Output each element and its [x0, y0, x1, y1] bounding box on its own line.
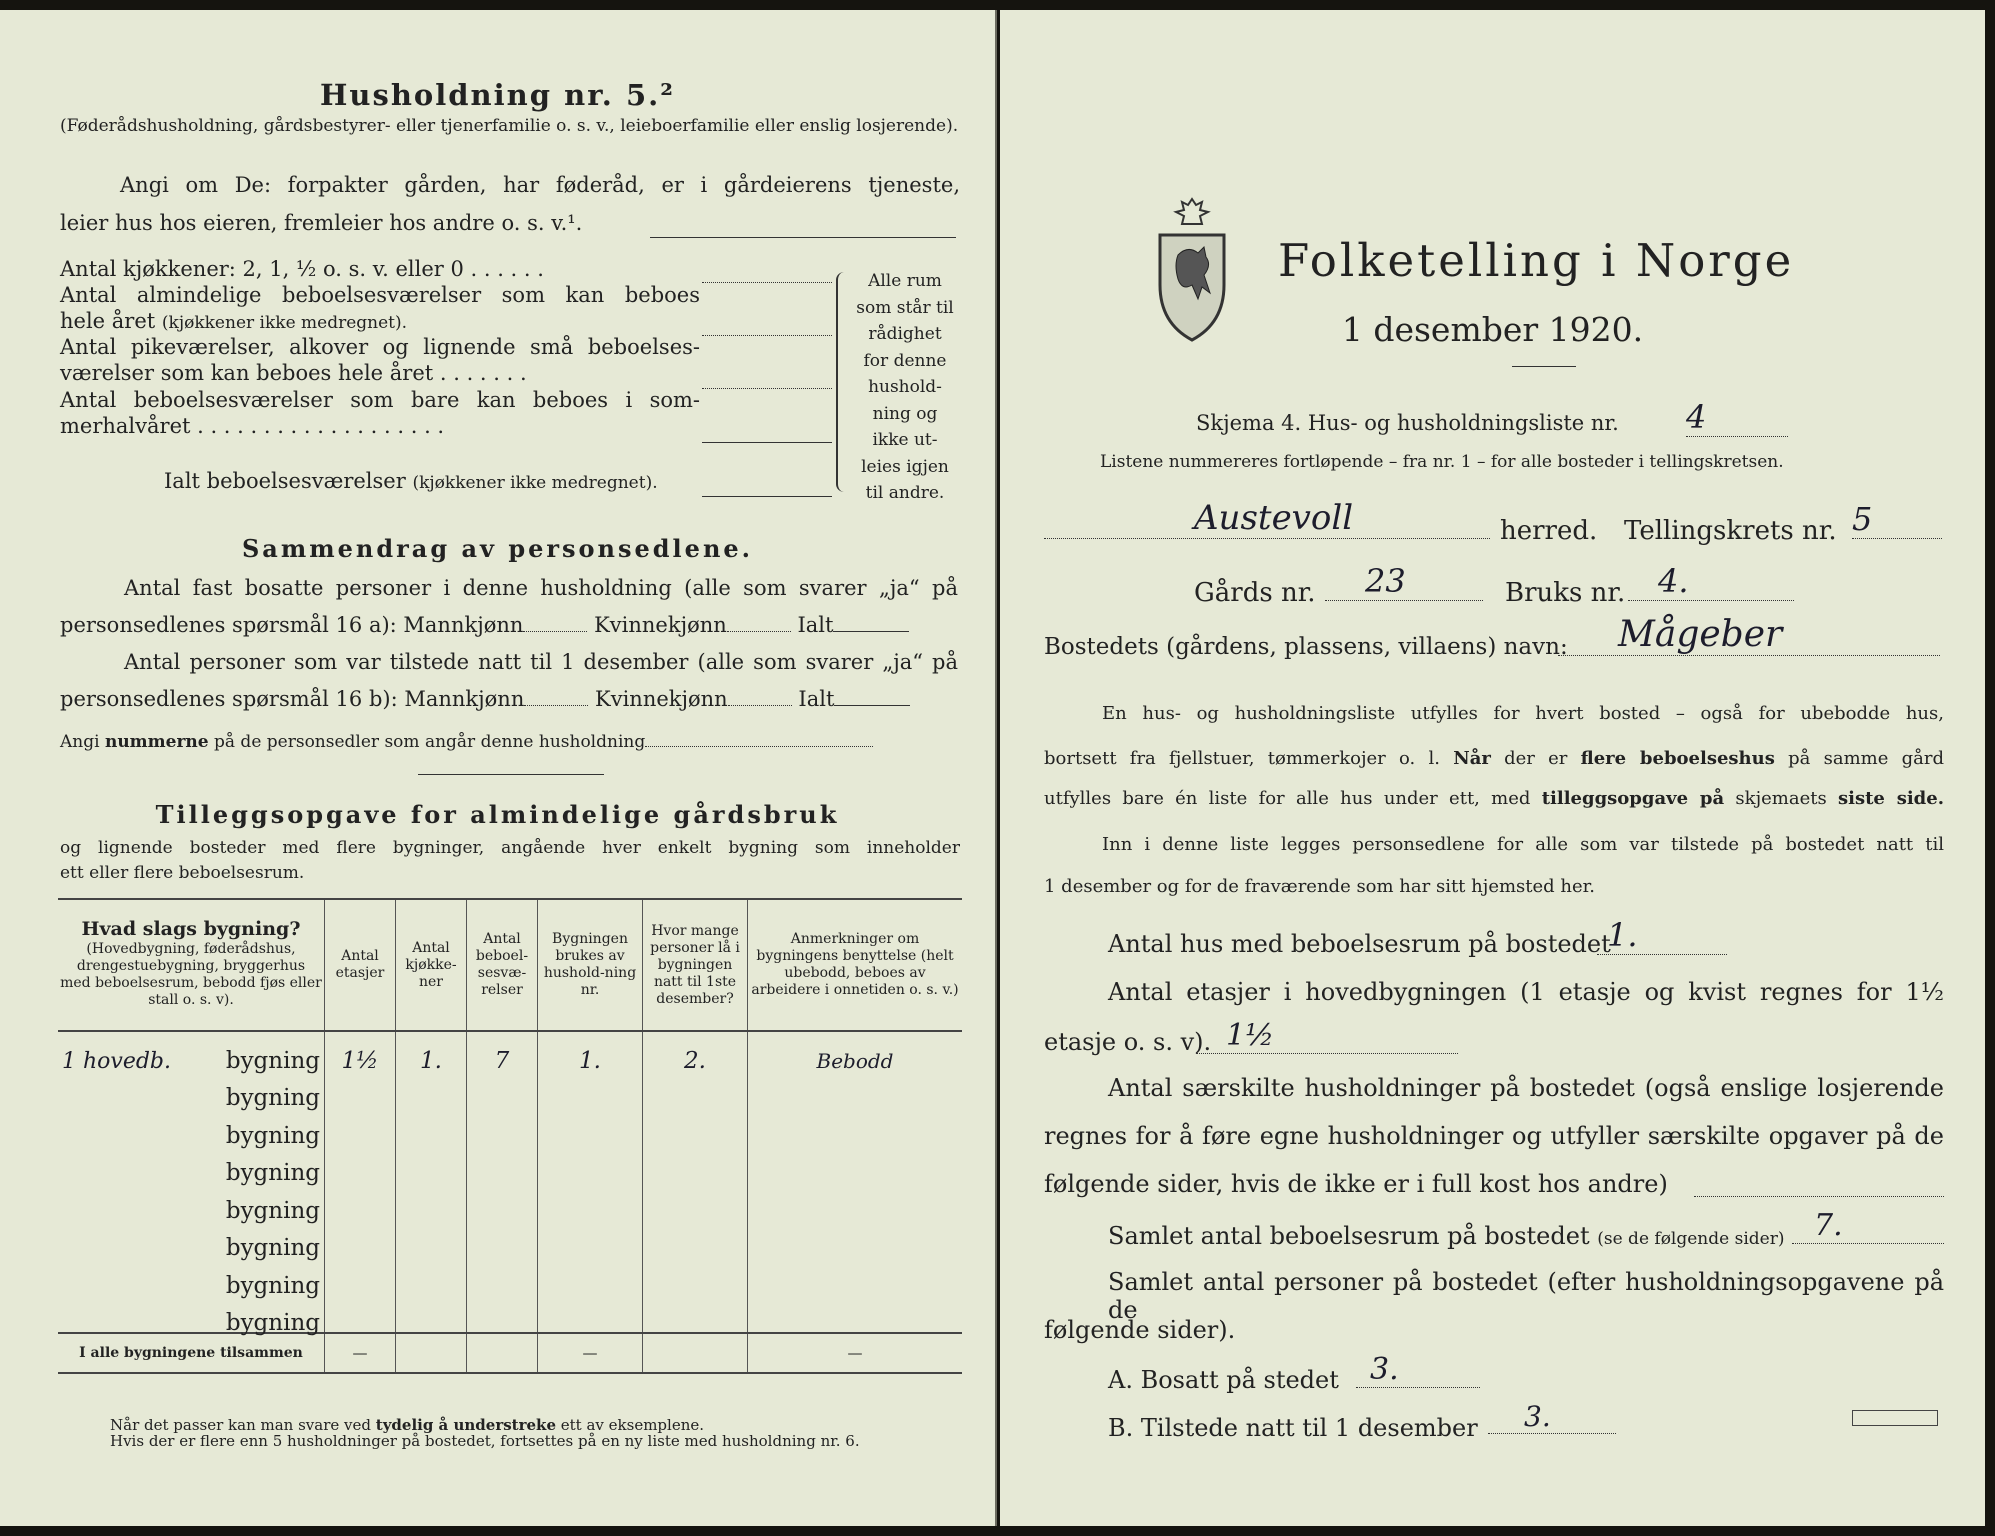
instr-line-2: bortsett fra fjellstuer, tømmerkojer o. l. Når der er flere beboelseshus på samme gård: [1044, 748, 1944, 769]
fast-line-1: Antal fast bosatte personer i denne husholdning (alle som svarer „ja“ på: [124, 576, 958, 600]
household-subtitle: (Føderådshusholdning, gårdsbestyrer- eller tjenerfamilie o. s. v., leieboerfamilie eller enslig losjerende).: [60, 116, 959, 136]
col-hvad-note: (Hovedbygning, føderådshus, drengestuebygning, bryggerhus med beboelsesrum, bebodd fjøs eller stall o. s. v).: [60, 941, 322, 1008]
a-value[interactable]: 3.: [1356, 1352, 1480, 1388]
table-row[interactable]: bygning: [58, 1070, 962, 1108]
nummerne-line: Angi nummerne på de personsedler som angår denne husholdning: [60, 732, 873, 753]
footnote-2: Hvis der er flere enn 5 husholdninger på bostedet, fortsettes på en ny liste med husholdning nr. 6.: [110, 1432, 860, 1450]
tillegg-heading: Tilleggsopgave for almindelige gårdsbruk: [155, 800, 840, 829]
col-hvad-title: Hvad slags bygning?: [81, 918, 301, 940]
instr-line-3: utfylles bare én liste for alle hus under ett, med tilleggsopgave på skjemaets siste side.: [1044, 788, 1944, 809]
table-row[interactable]: bygning: [58, 1107, 962, 1145]
rooms-kjokkener: Antal kjøkkener: 2, 1, ½ o. s. v. eller 0 . . . . . .: [60, 257, 544, 281]
bruks-label: Bruks nr.: [1505, 578, 1626, 608]
instr-line-1: En hus- og husholdningsliste utfylles for hvert bosted – også for ubebodde hus,: [1102, 703, 1944, 724]
hus-label: Antal hus med beboelsesrum på bostedet: [1108, 930, 1611, 958]
samlet-pers-line-2: følgende sider).: [1044, 1316, 1236, 1344]
herred-value[interactable]: Austevoll: [1044, 498, 1490, 539]
b-value[interactable]: 3.: [1488, 1400, 1616, 1434]
table-row[interactable]: bygning: [58, 1182, 962, 1220]
tillegg-text-1: og lignende bosteder med flere bygninger, angående hver enkelt bygning som inneholder: [60, 838, 960, 858]
bosted-label: Bostedets (gårdens, plassens, villaens) navn:: [1044, 634, 1568, 660]
samlet-pers-line-1: Samlet antal personer på bostedet (efter husholdningsopgavene på de: [1108, 1268, 1944, 1324]
col-etasjer: Antal etasjer: [325, 899, 396, 1031]
rooms-alm-2: hele året: [60, 309, 156, 333]
sarsk-line-2: regnes for å føre egne husholdninger og utfyller særskilte opgaver på de: [1044, 1122, 1944, 1150]
title-divider: [1512, 366, 1576, 367]
rooms-ialt: Ialt beboelsesværelser: [164, 469, 406, 493]
rooms-sommer-2: merhalvåret . . . . . . . . . . . . . . . . . . .: [60, 414, 445, 438]
sammendrag-heading: Sammendrag av personsedlene.: [241, 534, 754, 563]
rooms-alm-1: Antal almindelige beboelsesværelser som kan beboes: [60, 283, 700, 307]
col-anmerk: Anmerkninger om bygningens benyttelse (helt ubebodd, beboes av arbeidere i onnetiden o. s. v.): [748, 899, 963, 1031]
hus-value[interactable]: 1.: [1597, 916, 1727, 955]
table-row[interactable]: bygning: [58, 1295, 962, 1334]
pike-answer[interactable]: [702, 388, 832, 389]
table-row[interactable]: bygning: [58, 1257, 962, 1295]
table-row[interactable]: bygning: [58, 1145, 962, 1183]
tilst-line-2: personsedlenes spørsmål 16 b): Mannkjønn Kvinnekjønn Ialt: [60, 686, 960, 712]
bruks-value[interactable]: 4.: [1628, 562, 1794, 601]
samlet-rum-value[interactable]: 7.: [1792, 1208, 1944, 1244]
col-personer: Hvor mange personer lå i bygningen natt til 1ste desember?: [643, 899, 748, 1031]
etasjer-line-1: Antal etasjer i hovedbygningen (1 etasje og kvist regnes for 1½: [1108, 978, 1944, 1006]
b-label: B. Tilstede natt til 1 desember: [1108, 1414, 1478, 1442]
gards-value[interactable]: 23: [1325, 562, 1483, 601]
angi-line-2: leier hus hos eieren, fremleier hos andre o. s. v.¹.: [60, 211, 583, 235]
rooms-pike-2: værelser som kan beboes hele året . . . . . . .: [60, 361, 527, 385]
right-page: [1000, 10, 1985, 1526]
bosted-value[interactable]: Mågeber: [1558, 614, 1940, 656]
col-beboelse: Antal beboel-sesvæ-relser: [467, 899, 538, 1031]
rooms-bracket: [836, 272, 850, 492]
total-row: I alle bygningene tilsammen — — —: [58, 1333, 962, 1373]
footnote-1: Når det passer kan man svare ved tydelig å understreke ett av eksemplene.: [110, 1416, 705, 1434]
rooms-pike-1: Antal pikeværelser, alkover og lignende små beboelses-: [60, 335, 700, 359]
table-row[interactable]: bygning: [58, 1220, 962, 1258]
gards-label: Gårds nr.: [1194, 578, 1316, 608]
household-title: Husholdning nr. 5.²: [320, 78, 675, 112]
tilst-line-1: Antal personer som var tilstede natt til 1 desember (alle som svarer „ja“ på: [124, 650, 958, 674]
ialt-answer[interactable]: [702, 496, 832, 497]
krets-label: Tellingskrets nr.: [1624, 516, 1837, 546]
angi-line-1: Angi om De: forpakter gården, har føderåd, er i gårdeierens tjeneste,: [120, 173, 960, 197]
printer-stamp: [1852, 1410, 1938, 1426]
a-label: A. Bosatt på stedet: [1108, 1366, 1339, 1394]
rooms-alm-note: (kjøkkener ikke medregnet).: [161, 313, 408, 333]
etasjer-line-2: etasje o. s. v).: [1044, 1028, 1212, 1056]
listene-note: Listene nummereres fortløpende – fra nr. 1 – for alle bosteder i tellingskretsen.: [1100, 452, 1784, 472]
left-page: [0, 10, 997, 1526]
census-date: 1 desember 1920.: [1341, 310, 1644, 349]
krets-value[interactable]: 5: [1852, 500, 1942, 539]
instr-line-4: Inn i denne liste legges personsedlene for alle som var tilstede på bostedet natt til: [1102, 834, 1944, 855]
instr-line-5: 1 desember og for de fraværende som har sitt hjemsted her.: [1044, 876, 1595, 897]
bracket-note: Alle rum som står til rådighet for denne hushold- ning og ikke ut- leies igjen til andre.: [856, 271, 954, 503]
skjema-value[interactable]: 4: [1686, 398, 1788, 437]
col-kjokkener: Antal kjøkke-ner: [396, 899, 467, 1031]
col-brukes: Bygningen brukes av hushold-ning nr.: [538, 899, 643, 1031]
alm-answer[interactable]: [702, 335, 832, 336]
sarsk-answer[interactable]: [1694, 1196, 1944, 1197]
table-row[interactable]: 1 hovedb. bygning 1½ 1. 7 1. 2. Bebodd: [58, 1031, 962, 1070]
sarsk-line-1: Antal særskilte husholdninger på bostedet (også enslige losjerende: [1108, 1074, 1944, 1102]
census-title: Folketelling i Norge: [1278, 234, 1795, 287]
kjokkener-answer[interactable]: [702, 282, 832, 283]
rooms-sommer-1: Antal beboelsesværelser som bare kan beboes i som-: [60, 388, 700, 412]
herred-label: herred.: [1500, 516, 1598, 546]
fast-line-2: personsedlenes spørsmål 16 a): Mannkjønn Kvinnekjønn Ialt: [60, 612, 960, 638]
sommer-answer[interactable]: [702, 442, 832, 443]
rooms-ialt-note: (kjøkkener ikke medregnet).: [412, 473, 658, 493]
tillegg-text-2: ett eller flere beboelsesrum.: [60, 863, 305, 883]
angi-answer-line[interactable]: [650, 237, 956, 238]
skjema-line: Skjema 4. Hus- og husholdningsliste nr.: [1196, 411, 1619, 435]
sarsk-line-3: følgende sider, hvis de ikke er i full kost hos andre): [1044, 1170, 1668, 1198]
divider: [418, 774, 604, 775]
building-table: [58, 898, 962, 1374]
etasjer-value[interactable]: 1½: [1196, 1018, 1458, 1054]
samlet-rum-line: Samlet antal beboelsesrum på bostedet (se de følgende sider): [1108, 1222, 1785, 1250]
